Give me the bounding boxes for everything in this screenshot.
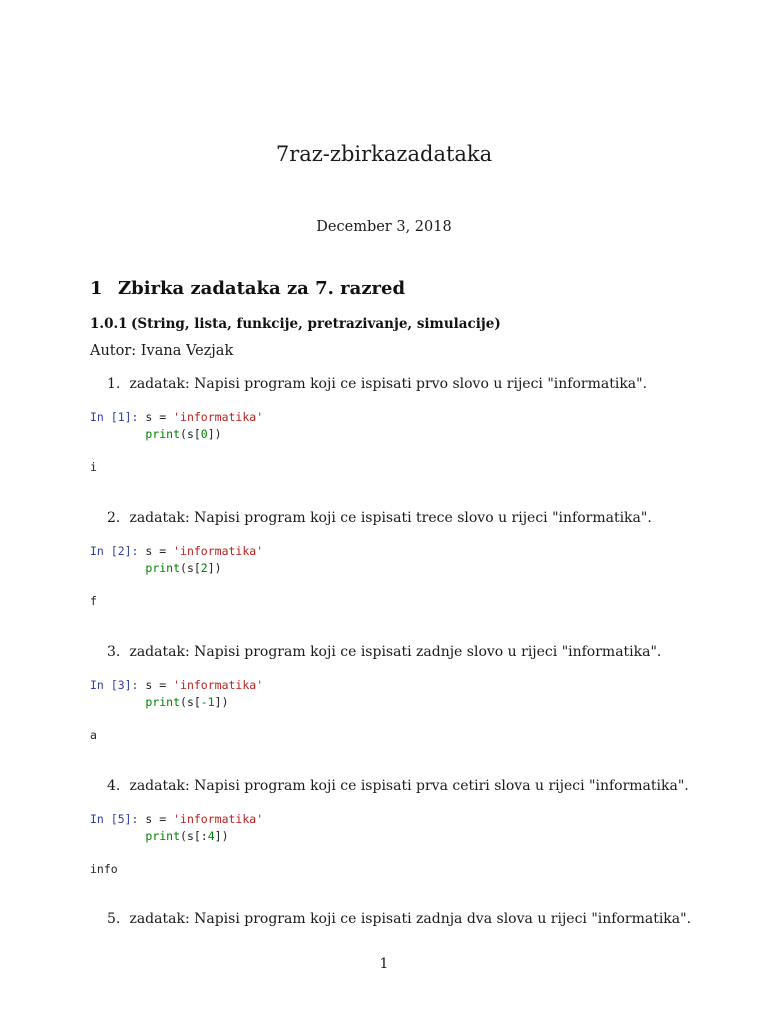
- cell-output: f: [90, 594, 97, 608]
- input-prompt: In [3]:: [90, 678, 139, 692]
- task-text: zadatak: Napisi program koji ce ispisati trece slovo u rijeci "informatika".: [129, 510, 652, 526]
- task-item: [107, 376, 647, 392]
- task-number: 5.: [107, 911, 121, 927]
- task-item: [107, 911, 691, 927]
- code-index: -1: [200, 695, 215, 709]
- code-close: ]): [207, 427, 222, 441]
- section-number: 1: [90, 278, 103, 299]
- code-index: 4: [207, 829, 215, 843]
- cell-output: info: [90, 862, 118, 876]
- task-number: 4.: [107, 778, 121, 794]
- code-var: s =: [145, 678, 174, 692]
- subsection-title: (String, lista, funkcije, pretrazivanje, simulacije): [131, 316, 501, 332]
- code-open: (s[: [180, 427, 201, 441]
- section-heading: [90, 278, 405, 299]
- task-number: 3.: [107, 644, 121, 660]
- code-string: 'informatika': [173, 544, 264, 558]
- code-index: 2: [200, 561, 208, 575]
- cell-output: a: [90, 728, 97, 742]
- code-cell: [90, 677, 263, 711]
- code-open: (s[: [180, 695, 201, 709]
- code-cell: [90, 409, 263, 443]
- task-text: zadatak: Napisi program koji ce ispisati zadnje slovo u rijeci "informatika".: [129, 644, 662, 660]
- task-item: [107, 510, 652, 526]
- task-text: zadatak: Napisi program koji ce ispisati zadnja dva slova u rijeci "informatika".: [129, 911, 692, 927]
- subsection-number: 1.0.1: [90, 316, 128, 332]
- code-var: s =: [145, 410, 174, 424]
- code-cell: [90, 543, 263, 577]
- code-function: print: [145, 561, 181, 575]
- code-string: 'informatika': [173, 812, 264, 826]
- cell-output: i: [90, 460, 97, 474]
- code-close: ]): [214, 829, 229, 843]
- document-title: 7raz-zbirkazadataka: [275, 142, 493, 166]
- page-number: 1: [379, 956, 389, 972]
- code-cell: [90, 811, 263, 845]
- code-string: 'informatika': [173, 678, 264, 692]
- code-index: 0: [200, 427, 208, 441]
- code-function: print: [145, 427, 181, 441]
- input-prompt: In [1]:: [90, 410, 139, 424]
- task-item: [107, 778, 689, 794]
- input-prompt: In [5]:: [90, 812, 139, 826]
- subsection-heading: [90, 316, 501, 332]
- code-open: (s[:: [180, 829, 208, 843]
- input-prompt: In [2]:: [90, 544, 139, 558]
- code-open: (s[: [180, 561, 201, 575]
- task-text: zadatak: Napisi program koji ce ispisati prva cetiri slova u rijeci "informatika".: [129, 778, 689, 794]
- code-var: s =: [145, 812, 174, 826]
- document-date: December 3, 2018: [316, 219, 452, 235]
- task-text: zadatak: Napisi program koji ce ispisati prvo slovo u rijeci "informatika".: [129, 376, 648, 392]
- code-close: ]): [214, 695, 229, 709]
- code-function: print: [145, 695, 181, 709]
- author-line: Autor: Ivana Vezjak: [90, 343, 234, 359]
- code-var: s =: [145, 544, 174, 558]
- task-number: 1.: [107, 376, 121, 392]
- code-string: 'informatika': [173, 410, 264, 424]
- task-number: 2.: [107, 510, 121, 526]
- code-close: ]): [207, 561, 222, 575]
- code-function: print: [145, 829, 181, 843]
- section-title: Zbirka zadataka za 7. razred: [118, 278, 406, 299]
- task-item: [107, 644, 661, 660]
